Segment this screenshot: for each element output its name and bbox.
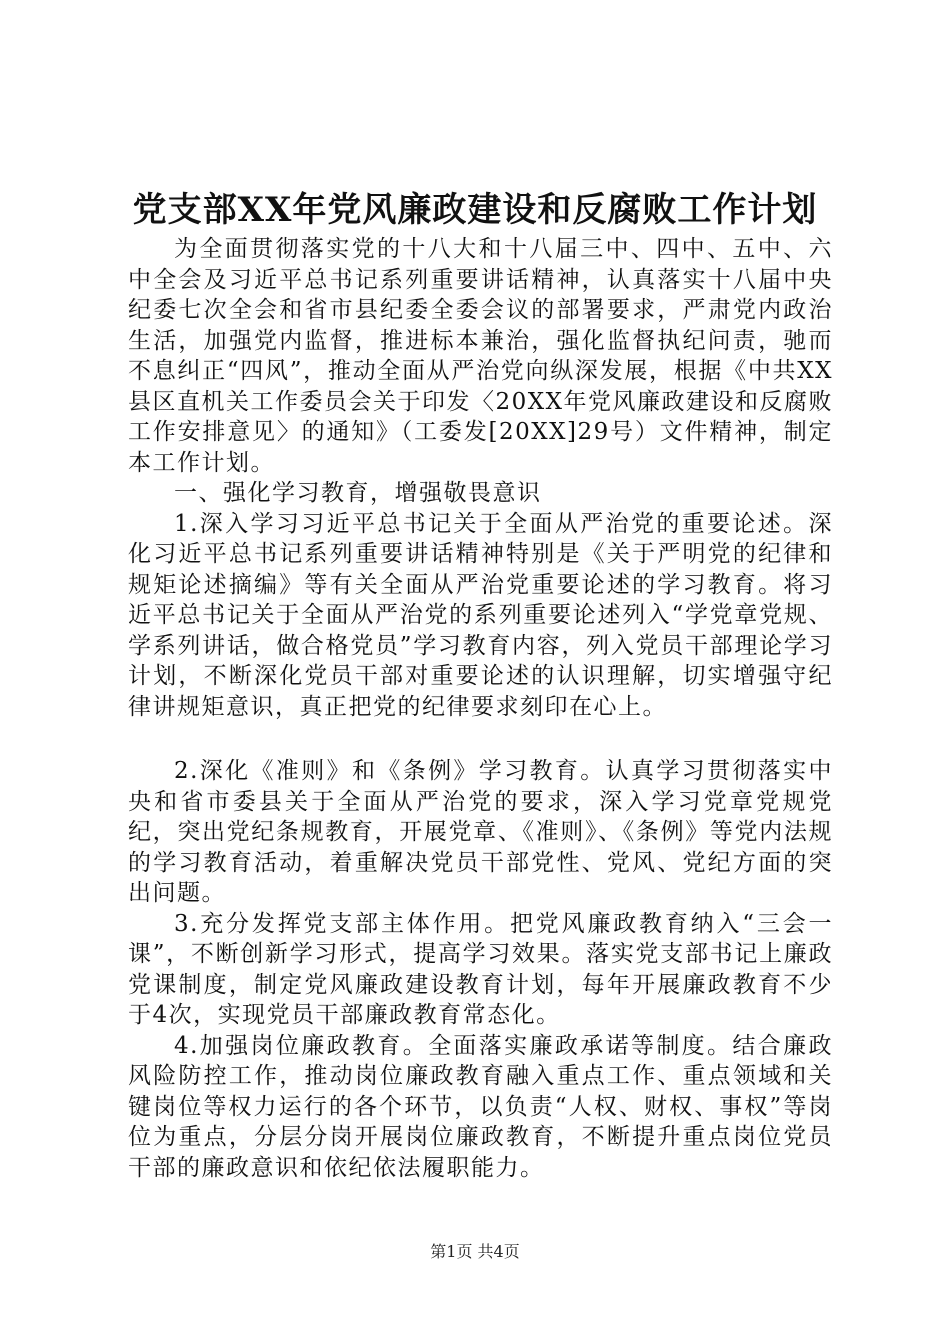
document-title: 党支部XX年党风廉政建设和反腐败工作计划 xyxy=(132,190,818,230)
paragraph-item-3: 3.充分发挥党支部主体作用。把党风廉政教育纳入“三会一课”，不断创新学习形式，提高学习效果。落实党支部书记上廉政党课制度，制定党风廉政建设教育计划，每年开展廉政教育不少于4次，实现党员干部廉政教育常态化。 xyxy=(128,910,833,1028)
section-heading-1: 一、强化学习教育，增强敬畏意识 xyxy=(174,480,542,506)
page-number: 第1页 共4页 xyxy=(430,1242,520,1261)
paragraph-item-4: 4.加强岗位廉政教育。全面落实廉政承诺等制度。结合廉政风险防控工作，推动岗位廉政教育融入重点工作、重点领域和关键岗位等权力运行的各个环节，以负责“人权、财权、事权”等岗位为重点，分层分岗开展岗位廉政教育，不断提升重点岗位党员干部的廉政意识和依纪依法履职能力。 xyxy=(128,1032,833,1181)
paragraph-item-2: 2.深化《准则》和《条例》学习教育。认真学习贯彻落实中央和省市委县关于全面从严治党的要求，深入学习党章党规党纪，突出党纪条规教育，开展党章、《准则》、《条例》等党内法规的学习教育活动，着重解决党员干部党性、党风、党纪方面的突出问题。 xyxy=(128,758,833,906)
paragraph-item-1: 1.深入学习习近平总书记关于全面从严治党的重要论述。深化习近平总书记系列重要讲话精神特别是《关于严明党的纪律和规矩论述摘编》等有关全面从严治党重要论述的学习教育。将习近平总书记关于全面从严治党的系列重要论述列入“学党章党规、学系列讲话，做合格党员”学习教育内容，列入党员干部理论学习计划，不断深化党员干部对重要论述的认识理解，切实增强守纪律讲规矩意识，真正把党的纪律要求刻印在心上。 xyxy=(128,510,833,720)
paragraph-intro: 为全面贯彻落实党的十八大和十八届三中、四中、五中、六中全会及习近平总书记系列重要讲话精神，认真落实十八届中央纪委七次全会和省市县纪委全委会议的部署要求，严肃党内政治生活，加强党内监督，推进标本兼治，强化监督执纪问责，驰而不息纠正“四风”，推动全面从严治党向纵深发展，根据《中共XX县区直机关工作委员会关于印发〈20XX年党风廉政建设和反腐败工作安排意见〉的通知》（工委发[20XX]29号）文件精神，制定本工作计划。 xyxy=(128,236,834,476)
document-body xyxy=(128,234,833,1183)
